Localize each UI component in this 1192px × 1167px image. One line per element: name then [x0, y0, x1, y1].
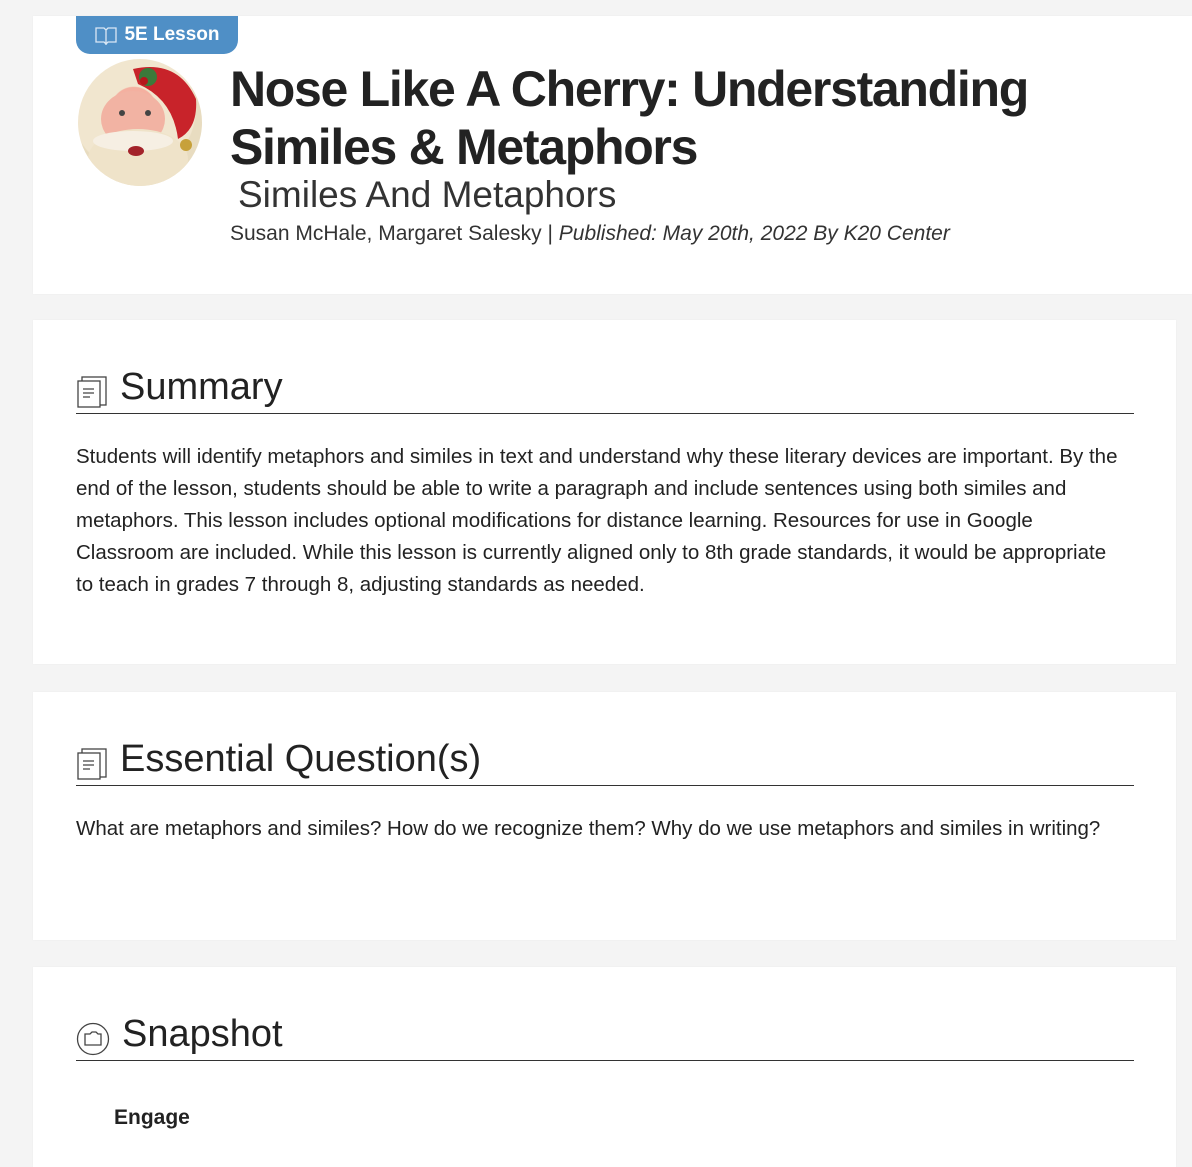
- lesson-type-badge: [76, 16, 238, 54]
- lesson-image: [78, 59, 202, 186]
- section-title: Essential Question(s): [120, 738, 482, 780]
- section-title: Summary: [120, 366, 283, 408]
- section-title: Snapshot: [122, 1013, 283, 1055]
- published-info: Published: May 20th, 2022 By K20 Center: [558, 222, 950, 245]
- document-icon: [76, 375, 108, 409]
- section-heading: [76, 1011, 1134, 1061]
- essential-questions-text: What are metaphors and similes? How do we recognize them? Why do we use metaphors and similes in writing?: [76, 817, 1101, 840]
- authors: Susan McHale, Margaret Salesky: [230, 222, 542, 245]
- document-icon: [76, 747, 108, 781]
- phase-heading-engage: Engage: [114, 1106, 190, 1129]
- lesson-header: [33, 16, 1192, 294]
- byline-separator: |: [541, 222, 559, 245]
- badge-label: 5E Lesson: [124, 24, 220, 45]
- section-heading: [76, 364, 1134, 414]
- lesson-subtitle: Similes And Metaphors: [238, 174, 617, 215]
- section-heading: [76, 736, 1134, 786]
- byline: [230, 222, 950, 246]
- page-title: Nose Like A Cherry: Understanding Similes & Metaphors: [230, 61, 1028, 175]
- book-icon: [94, 25, 118, 45]
- essential-questions-section: [33, 692, 1176, 940]
- snapshot-section: [33, 967, 1176, 1167]
- camera-icon: [76, 1022, 110, 1056]
- summary-section: [33, 320, 1176, 664]
- summary-text: Students will identify metaphors and similes in text and understand why these literary devices are important. By the end of the lesson, students should be able to write a paragraph and include sentences using both similes and metaphors. This lesson includes optional modifications for distance learning. Resources for use in Google Classroom are included. While this lesson is currently aligned only to 8th grade standards, it would be appropriate to teach in grades 7 through 8, adjusting standards as needed.: [76, 445, 1118, 596]
